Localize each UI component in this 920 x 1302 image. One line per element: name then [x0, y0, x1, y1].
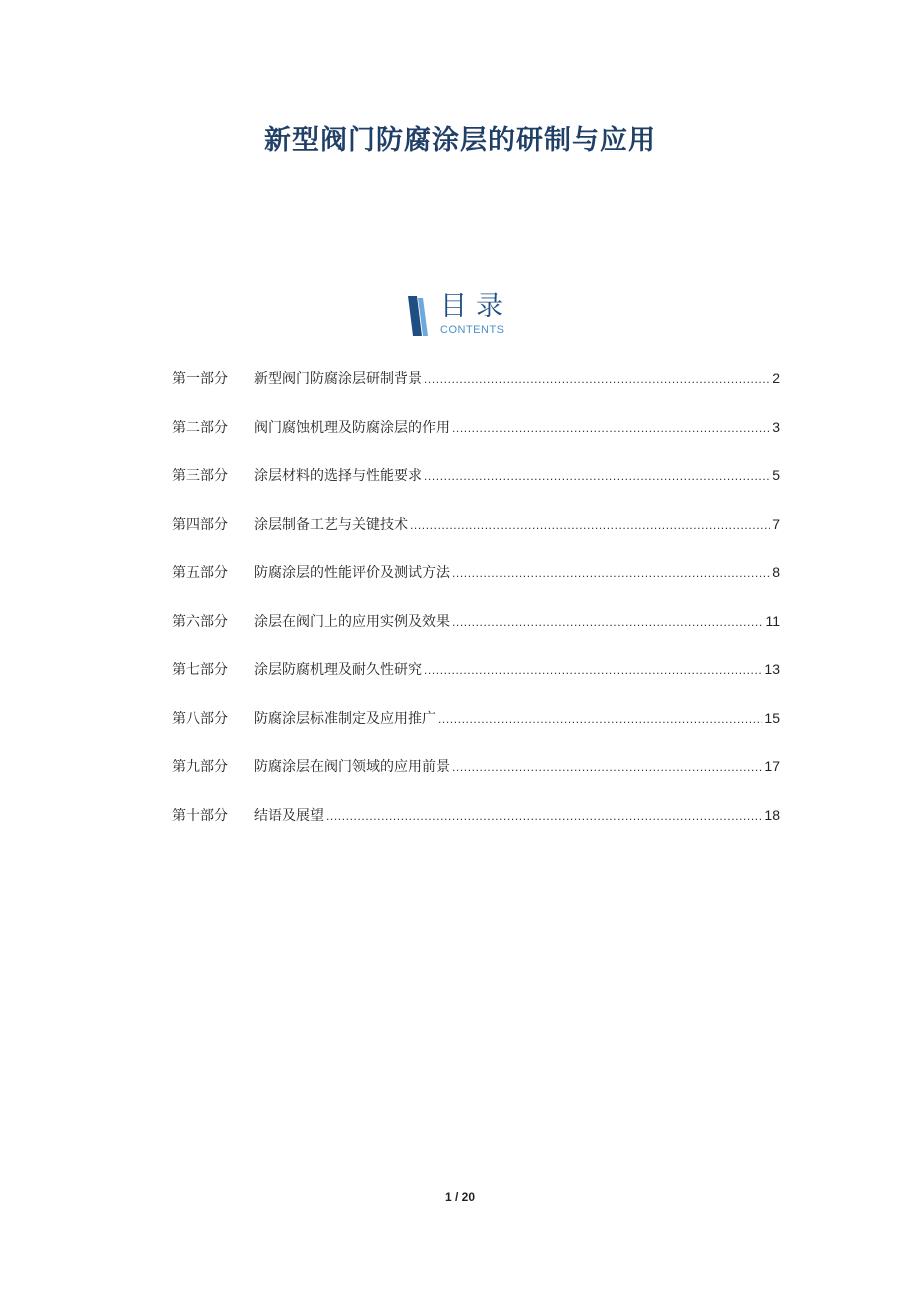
toc-entry-leader [452, 418, 770, 438]
toc-entry-part: 第六部分 [172, 613, 228, 630]
toc-entry-page: 5 [772, 467, 780, 483]
table-of-contents [172, 368, 780, 853]
toc-entry[interactable] [172, 368, 780, 417]
toc-entry-part: 第十部分 [172, 807, 228, 824]
toc-heading-subtitle: CONTENTS [440, 324, 505, 336]
toc-entry-leader [410, 515, 770, 535]
toc-entry-leader [326, 806, 762, 826]
toc-entry-title: 新型阀门防腐涂层研制背景 [254, 371, 422, 387]
toc-heading [408, 292, 528, 340]
toc-entry-page: 11 [765, 612, 780, 629]
toc-entry-title: 结语及展望 [254, 807, 324, 824]
toc-entry-title: 防腐涂层标准制定及应用推广 [254, 710, 436, 727]
toc-entry-title: 涂层材料的选择与性能要求 [254, 468, 422, 484]
toc-entry-part: 第八部分 [172, 710, 228, 727]
toc-entry[interactable] [172, 465, 780, 514]
toc-entry-leader [452, 612, 763, 632]
toc-entry[interactable] [172, 756, 780, 805]
toc-entry-page: 15 [764, 709, 780, 726]
toc-entry-page: 8 [772, 564, 780, 580]
toc-entry-title: 涂层在阀门上的应用实例及效果 [254, 613, 450, 630]
toc-entry-title: 涂层防腐机理及耐久性研究 [254, 662, 422, 678]
toc-entry-part: 第九部分 [172, 759, 228, 775]
toc-entry-leader [424, 660, 762, 680]
toc-entry-part: 第四部分 [172, 516, 228, 533]
toc-entry[interactable] [172, 611, 780, 660]
toc-entry-leader [438, 709, 762, 729]
toc-heading-title: 目录 [440, 291, 512, 322]
document-title: 新型阀门防腐涂层的研制与应用 [264, 125, 656, 156]
toc-entry[interactable] [172, 514, 780, 563]
toc-entry-leader [424, 369, 770, 389]
toc-entry-part: 第一部分 [172, 371, 228, 387]
toc-entry-page: 3 [772, 418, 780, 435]
toc-entry-leader [452, 757, 762, 777]
toc-entry-page: 2 [772, 370, 780, 386]
toc-entry[interactable] [172, 417, 780, 466]
toc-entry-title: 防腐涂层在阀门领域的应用前景 [254, 759, 450, 775]
toc-entry-part: 第七部分 [172, 662, 228, 678]
toc-entry-title: 涂层制备工艺与关键技术 [254, 516, 408, 533]
toc-entry-page: 13 [764, 661, 780, 677]
toc-entry-page: 7 [772, 515, 780, 532]
toc-entry-leader [424, 466, 770, 486]
toc-entry[interactable] [172, 659, 780, 708]
stripe-emblem-icon [408, 296, 430, 336]
toc-entry-page: 17 [764, 758, 780, 774]
toc-entry[interactable] [172, 562, 780, 611]
toc-entry-part: 第二部分 [172, 419, 228, 436]
toc-entry-title: 防腐涂层的性能评价及测试方法 [254, 565, 450, 581]
toc-entry-leader [452, 563, 770, 583]
toc-entry[interactable] [172, 708, 780, 757]
toc-entry-part: 第五部分 [172, 565, 228, 581]
page-number: 1 / 20 [444, 1190, 476, 1204]
toc-entry-part: 第三部分 [172, 468, 228, 484]
toc-entry[interactable] [172, 805, 780, 854]
toc-entry-page: 18 [764, 806, 780, 823]
toc-entry-title: 阀门腐蚀机理及防腐涂层的作用 [254, 419, 450, 436]
